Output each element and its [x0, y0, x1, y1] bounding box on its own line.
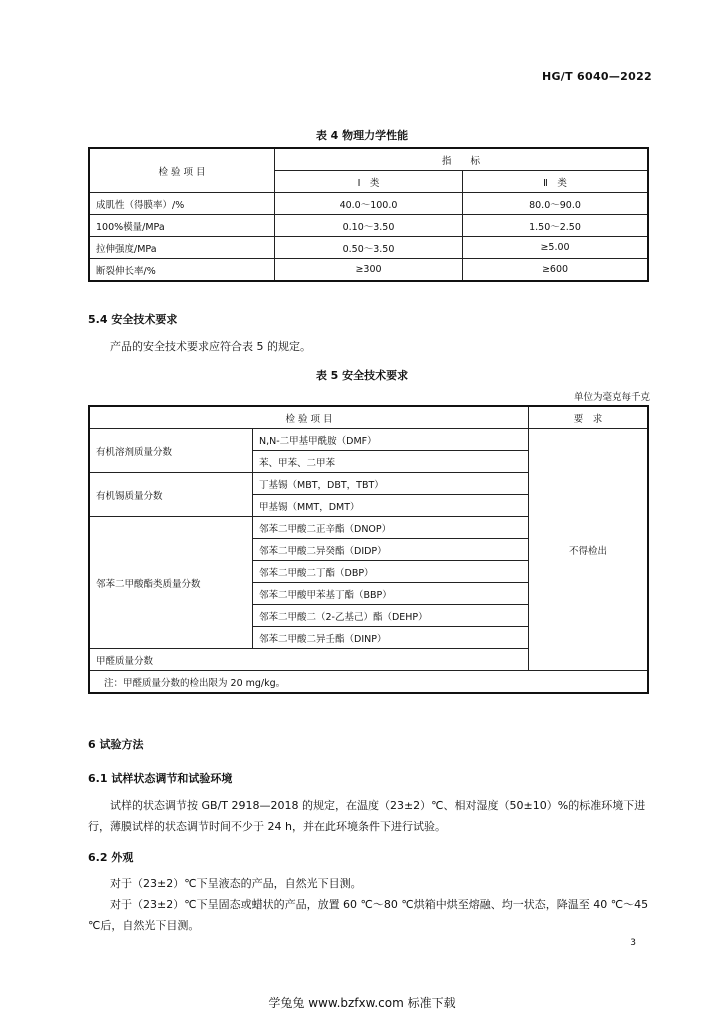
row-class1: 0.10～3.50: [275, 215, 463, 237]
group-tin: 有机锡质量分数: [89, 473, 253, 517]
table5: [88, 405, 649, 694]
table4-col-class1: Ⅰ 类: [275, 171, 463, 193]
table5-col-item: 检 验 项 目: [89, 406, 529, 429]
group-formaldehyde: 甲醛质量分数: [89, 649, 529, 671]
phthalate-item: 邻苯二甲酸二异癸酯（DIDP）: [253, 539, 529, 561]
phthalate-item: 邻苯二甲酸甲苯基丁酯（BBP）: [253, 583, 529, 605]
section-5-4-text: 产品的安全技术要求应符合表 5 的规定。: [110, 340, 311, 353]
row-class2: ≥600: [463, 259, 649, 282]
group-phthalate: 邻苯二甲酸酯类质量分数: [89, 517, 253, 649]
section-6-2-text1: 对于（23±2）℃下呈液态的产品，自然光下目测。: [110, 877, 362, 890]
phthalate-item: 邻苯二甲酸二丁酯（DBP）: [253, 561, 529, 583]
row-class2: ≥5.00: [463, 237, 649, 259]
requirement-cell: 不得检出: [529, 429, 649, 671]
table4-caption: 表 4 物理力学性能: [315, 129, 409, 142]
section-6-2-heading: 6.2 外观: [88, 851, 134, 864]
table4-col-item: 检 验 项 目: [89, 148, 275, 193]
phthalate-item: 邻苯二甲酸二正辛酯（DNOP）: [253, 517, 529, 539]
table-row: [89, 215, 648, 237]
doc-code: HG/T 6040—2022: [541, 70, 652, 83]
table-row: [89, 429, 648, 451]
table4-col-index: 指 标: [275, 148, 649, 171]
table5-unit: 单位为毫克每千克: [573, 392, 650, 403]
table-note-row: [89, 671, 648, 694]
table-row: [89, 259, 648, 282]
section-6-1-heading: 6.1 试样状态调节和试验环境: [88, 772, 233, 785]
row-item: 断裂伸长率/%: [89, 259, 275, 282]
section-6-1-text: 试样的状态调节按 GB/T 2918—2018 的规定，在温度（23±2）℃、相对湿度（50±10）%的标准环境下进行，薄膜试样的状态调节时间不少于 24 h，并在此环境条件下进行试验。: [88, 799, 646, 833]
table5-note: 注：甲醛质量分数的检出限为 20 mg/kg。: [89, 671, 648, 694]
row-item: 拉伸强度/MPa: [89, 237, 275, 259]
row-class1: ≥300: [275, 259, 463, 282]
phthalate-item: 邻苯二甲酸二异壬酯（DINP）: [253, 627, 529, 649]
table5-caption: 表 5 安全技术要求: [315, 369, 409, 382]
group-solvent: 有机溶剂质量分数: [89, 429, 253, 473]
table-row: [89, 193, 648, 215]
row-item: 100%模量/MPa: [89, 215, 275, 237]
row-class2: 80.0～90.0: [463, 193, 649, 215]
phthalate-item: 邻苯二甲酸二（2-乙基己）酯（DEHP）: [253, 605, 529, 627]
solvent-item: 苯、甲苯、二甲苯: [253, 451, 529, 473]
section-6-2-text2: 对于（23±2）℃下呈固态或蜡状的产品，放置 60 ℃～80 ℃烘箱中烘至熔融、均一状态，降温至 40 ℃～45 ℃后，自然光下目测。: [88, 898, 649, 932]
solvent-item: N,N-二甲基甲酰胺（DMF）: [253, 429, 529, 451]
tin-item: 丁基锡（MBT，DBT，TBT）: [253, 473, 529, 495]
page-number: 3: [630, 938, 636, 948]
row-class2: 1.50～2.50: [463, 215, 649, 237]
table-row: [89, 237, 648, 259]
row-item: 成肌性（得膜率）/%: [89, 193, 275, 215]
table5-col-req: 要 求: [529, 406, 649, 429]
section-6-heading: 6 试验方法: [88, 738, 144, 751]
row-class1: 0.50～3.50: [275, 237, 463, 259]
row-class1: 40.0～100.0: [275, 193, 463, 215]
tin-item: 甲基锡（MMT，DMT）: [253, 495, 529, 517]
section-5-4-heading: 5.4 安全技术要求: [88, 313, 178, 326]
table4-col-class2: Ⅱ 类: [463, 171, 649, 193]
table4: [88, 147, 649, 282]
footer-watermark: 学兔兔 www.bzfxw.com 标准下载: [268, 996, 456, 1010]
